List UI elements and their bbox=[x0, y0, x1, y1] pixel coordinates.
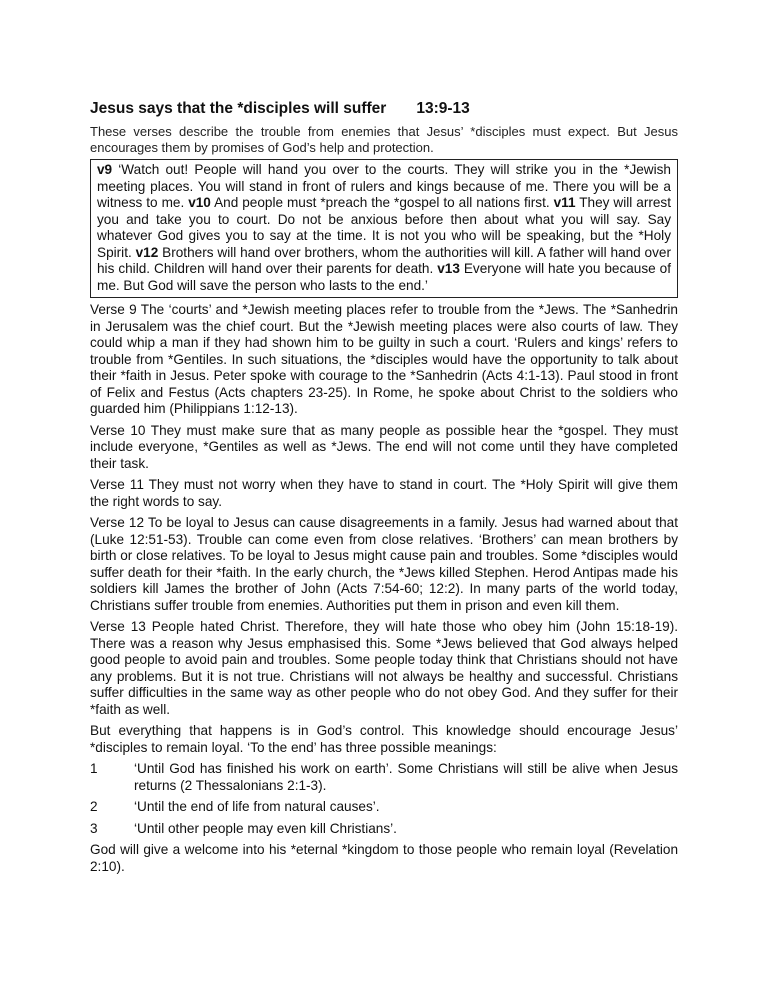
commentary-verse-11: Verse 11 They must not worry when they have to stand in court. The *Holy Spirit will give them the right words to say. bbox=[90, 477, 678, 509]
list-number: 3 bbox=[90, 820, 98, 836]
list-item bbox=[90, 821, 678, 838]
verse-text: They will arrest you and take you to court. Do not be anxious before then about what you will say. Say whatever God gives you to say at the time. It is not you who will be speaking, but the *Holy Spirit. bbox=[97, 195, 672, 260]
commentary-verse-13: Verse 13 People hated Christ. Therefore, they will hate those who obey him (John 15:18-19). There was a reason why Jesus emphasised this. Some *Jews believed that God always helped good people to avoid pain and troubles. Some people today think that Christians should not have any problems. But it is not true. Christians will not always be healthy and successful. Christians suffer difficulties in the same way as other people who do not obey God. And they suffer for their *faith as well. bbox=[90, 619, 678, 717]
list-number: 2 bbox=[90, 799, 98, 814]
scripture-box bbox=[90, 159, 678, 298]
list-text: ‘Until God has finished his work on earth’. Some Christians will still be alive when Jesus returns (2 Thessalonians 2:1-3). bbox=[134, 761, 678, 793]
commentary-verse-12: Verse 12 To be loyal to Jesus can cause disagreements in a family. Jesus had warned about that (Luke 12:51-53). Trouble can come even from close relatives. ‘Brothers’ can mean brothers by birth or close relatives. To be loyal to Jesus might cause pain and troubles. Some *disciples would suffer death for their *faith. In the early church, the *Jews killed Stephen. Herod Antipas made his soldiers kill James the brother of John (Acts 7:54-60; 12:2). In many parts of the world today, Christians suffer trouble from enemies. Authorities put them in prison and even kill them. bbox=[90, 515, 678, 613]
verse-text: And people must *preach the *gospel to all nations first. bbox=[210, 195, 554, 210]
verse-text: Brothers will hand over brothers, whom the authorities will kill. A father will hand over his child. Children will hand over their parents for death. bbox=[97, 244, 671, 276]
verse-number: v9 bbox=[97, 162, 113, 177]
list-text: ‘Until other people may even kill Christians’. bbox=[134, 820, 397, 836]
list-text: ‘Until the end of life from natural causes’. bbox=[134, 799, 380, 814]
verse-text: Everyone will hate you because of me. But God will save the person who lasts to the end.’ bbox=[97, 261, 671, 293]
commentary-verse-10: Verse 10 They must make sure that as many people as possible hear the *gospel. They must include everyone, *Gentiles as well as *Jews. The end will not come until they have completed their task. bbox=[90, 422, 678, 471]
list-number: 1 bbox=[90, 761, 98, 776]
verse-number: v10 bbox=[188, 195, 211, 210]
verse-text: ‘Watch out! People will hand you over to the courts. They will strike you in the *Jewish meeting places. You will stand in front of rulers and kings because of me. There you will be a witness to me. bbox=[97, 162, 671, 210]
closing-paragraph: God will give a welcome into his *eternal *kingdom to those people who remain loyal (Revelation 2:10). bbox=[90, 842, 678, 874]
verse-number: v12 bbox=[135, 244, 159, 260]
section-title: Jesus says that the *disciples will suffer bbox=[90, 100, 387, 117]
list-item bbox=[90, 761, 678, 794]
list-item bbox=[90, 799, 678, 816]
section-heading bbox=[90, 100, 678, 118]
commentary-control: But everything that happens is in God’s control. This knowledge should encourage Jesus’ *disciples to remain loyal. ‘To the end’ has three possible meanings: bbox=[90, 723, 678, 755]
verse-number: v11 bbox=[553, 195, 576, 210]
commentary-verse-9: Verse 9 The ‘courts’ and *Jewish meeting places refer to trouble from the *Jews. The *Sanhedrin in Jerusalem was the chief court. But the *Jewish meeting places were also courts of law. They could whip a man if they had shown him to be guilty in such a court. ‘Rulers and kings’ refers to trouble from *Gentiles. In such situations, the *disciples would have the opportunity to talk about their *faith in Jesus. Peter spoke with courage to the *Sanhedrin (Acts 4:1-13). Paul stood in front of Felix and Festus (Acts chapters 23-25). In Rome, he spoke about Christ to the soldiers who guarded him (Philippians 1:12-13). bbox=[90, 302, 678, 416]
verse-number: v13 bbox=[437, 261, 460, 276]
section-reference: 13:9-13 bbox=[416, 100, 470, 117]
intro-paragraph: These verses describe the trouble from enemies that Jesus’ *disciples must expect. But Jesus encourages them by promises of God’s help and protection. bbox=[90, 124, 678, 155]
